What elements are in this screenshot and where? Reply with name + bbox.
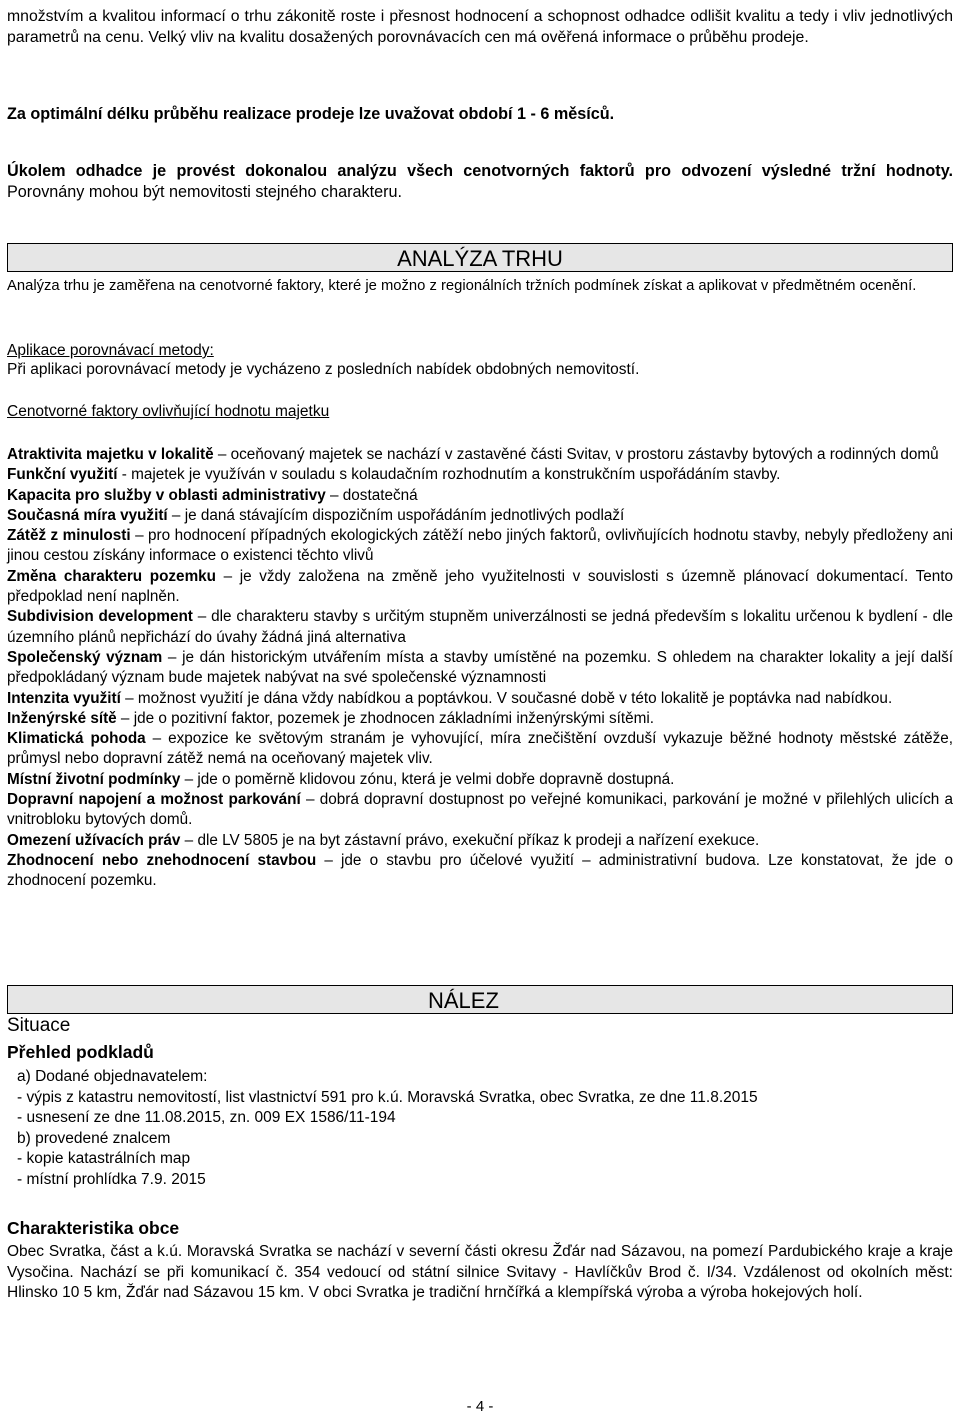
- factor-label: Místní životní podmínky: [7, 770, 181, 788]
- factor-label: Zátěž z minulosti: [7, 527, 131, 545]
- page-number: - 4 -: [466, 1398, 494, 1415]
- method-text: Při aplikaci porovnávací metody je vycházeno z posledních nabídek obdobných nemovitostí.: [7, 361, 640, 378]
- factor-text: - majetek je využíván v souladu s kolaudačním rozhodnutím a konstrukčním uspořádáním stavby.: [117, 466, 781, 484]
- factor-label: Změna charakteru pozemku: [7, 567, 217, 585]
- task-rest-text: Porovnány mohou být nemovitosti stejného charakteru.: [7, 183, 403, 201]
- method-title-text: Aplikace porovnávací metody:: [7, 342, 214, 359]
- source-item: - usnesení ze dne 11.08.2015, zn. 009 EX 1586/11-194: [17, 1109, 396, 1126]
- comparative-method-heading: [7, 341, 953, 362]
- task-bold-text: Úkolem odhadce je provést dokonalou analýzu všech cenotvorných faktorů pro odvození výsledné tržní hodnoty.: [7, 162, 953, 180]
- municipality-text: Obec Svratka, část a k.ú. Moravská Svratka se nachází v severní části okresu Žďár nad Sázavou, na pomezí Pardubického kraje a kraje Vysočina. Nachází se při komunikací č. 354 vedoucí od státní silnice Svitavy - Havlíčkův Brod č. I/34. Vzdálenost od okolních měst: Hlinsko 10 5 km, Žďár nad Sázavou 15 km. V obci Svratka je tradiční hrnčířká a klempířská výroba a výroba hokejových holí.: [7, 1243, 953, 1301]
- factor-label: Společenský význam: [7, 648, 163, 666]
- factor-label: Zhodnocení nebo znehodnocení stavbou: [7, 851, 317, 869]
- source-item: a) Dodané objednavatelem:: [17, 1068, 208, 1085]
- factor-text: – je daná stávajícím dispozičním uspořádáním jednotlivých podlaží: [167, 506, 625, 524]
- factor-label: Intenzita využití: [7, 689, 121, 707]
- factor-item: [7, 729, 953, 770]
- source-item: - výpis z katastru nemovitostí, list vlastnictví 591 pro k.ú. Moravská Svratka, obec Svratka, ze dne 11.8.2015: [17, 1088, 758, 1106]
- factor-item: [7, 506, 953, 526]
- factor-item: [7, 526, 953, 567]
- factor-text: – pro hodnocení případných ekologických zátěží nebo jiných faktorů, ovlivňujících hodnotu stavby, nebyly předloženy ani jinou cestou získány informace o existenci těchto vlivů: [7, 527, 953, 565]
- factor-label: Klimatická pohoda: [7, 730, 146, 748]
- factor-text: – oceňovaný majetek se nachází v zastavěné části Svitav, v prostoru zástavby bytových a rodinných domů: [213, 446, 939, 463]
- factor-label: Subdivision development: [7, 608, 193, 626]
- intro-text: množstvím a kvalitou informací o trhu zákonitě roste i přesnost hodnocení a schopnost odhadce odlišit kvalitu a tedy i vliv jednotlivých parametrů na cenu. Velký vliv na kvalitu dosažených porovnávacích cen má ověřená informace o průběhu prodeje.: [7, 8, 953, 46]
- factor-label: Inženýrské sítě: [7, 709, 117, 727]
- factor-item: [7, 770, 953, 790]
- highlight-text: Za optimální délku průběhu realizace prodeje lze uvažovat období 1 - 6 měsíců.: [7, 105, 615, 123]
- factor-text: – jde o stavbu pro účelové využití – administrativní budova. Lze konstatovat, že jde o zhodnocení pozemku.: [7, 851, 953, 890]
- factor-item: [7, 486, 953, 506]
- factor-item: [7, 465, 953, 485]
- factor-item: [7, 831, 953, 851]
- factor-text: – dostatečná: [325, 486, 418, 504]
- factor-item: [7, 567, 953, 608]
- municipality-title-text: Charakteristika obce: [7, 1218, 180, 1238]
- section-banner-analyza: [7, 243, 953, 272]
- factor-text: – dle charakteru stavby s určitým stupněm univerzálnosti se jedná především s lokalitu určenou k bydlení - dle územního plánů nepřichází do úvahy žádná jiná alternativa: [7, 608, 953, 646]
- factor-text: – je dán historickým utvářením místa a stavby umístěné na pozemku. S ohledem na charakter lokality a její další předpokládaný význam bude majetek nabývat na své společenské významnosti: [7, 648, 953, 687]
- municipality-description: [7, 1242, 953, 1304]
- factor-label: Funkční využití: [7, 466, 118, 484]
- sources-title-text: Přehled podkladů: [7, 1042, 154, 1062]
- section-title-nalez: NÁLEZ: [428, 988, 499, 1013]
- market-analysis-text: Analýza trhu je zaměřena na cenotvorné faktory, které je možno z regionálních tržních podmínek získat a aplikovat v předmětném ocenění.: [7, 278, 917, 294]
- factor-label: Kapacita pro služby v oblasti administrativy: [7, 486, 326, 504]
- factor-text: – jde o poměrně klidovou zónu, která je velmi dobře dopravně dostupná.: [180, 770, 675, 788]
- factor-item: [7, 851, 953, 892]
- factor-text: – dobrá dopravní dostupnost po veřejné komunikaci, parkování je možné v přilehlých ulicích a vnitrobloku bytových domů.: [7, 791, 953, 829]
- factor-item: [7, 790, 953, 831]
- factor-text: – možnost využití je dána vždy nabídkou a poptávkou. V současné době v této lokalitě je poptávka nad nabídkou.: [120, 689, 893, 707]
- market-analysis-description: [7, 276, 953, 296]
- situace-heading: [7, 1015, 953, 1037]
- situace-text: Situace: [7, 1015, 71, 1036]
- intro-paragraph: [7, 6, 953, 48]
- factor-text: – dle LV 5805 je na byt zástavní právo, exekuční příkaz k prodeji a nařízení exekuce.: [180, 831, 760, 849]
- comparative-method-paragraph: [7, 360, 953, 381]
- source-item: - kopie katastrálních map: [17, 1150, 191, 1167]
- municipality-heading: [7, 1218, 953, 1239]
- factor-label: Dopravní napojení a možnost parkování: [7, 791, 301, 809]
- sources-heading: [7, 1042, 953, 1063]
- factor-label: Současná míra využití: [7, 506, 168, 524]
- appraiser-task-paragraph: [7, 161, 953, 203]
- price-factors-heading: [7, 402, 953, 423]
- factor-item: [7, 607, 953, 648]
- factor-item: [7, 648, 953, 689]
- factor-text: – jde o pozitivní faktor, pozemek je zhodnocen základními inženýrskými sítěmi.: [116, 709, 655, 727]
- factor-label: Omezení užívacích práv: [7, 831, 181, 849]
- section-banner-nalez: [7, 985, 953, 1014]
- section-title-analyza: ANALÝZA TRHU: [397, 246, 563, 271]
- factors-title-text: Cenotvorné faktory ovlivňující hodnotu majetku: [7, 403, 330, 420]
- factor-label: Atraktivita majetku v lokalitě: [7, 446, 214, 463]
- factor-text: – expozice ke světovým stranám je vyhovující, míra znečištění ovzduší vykazuje běžné hodnoty městské zátěže, průmysl nebo dopravní zátěž nemá na oceňovaný majetek vliv.: [7, 730, 954, 768]
- sources-list: [17, 1067, 947, 1190]
- price-factors-list: [7, 445, 953, 892]
- source-item: b) provedené znalcem: [17, 1129, 171, 1147]
- factor-item: [7, 689, 953, 709]
- factor-item: [7, 445, 953, 465]
- factor-item: [7, 709, 953, 729]
- realization-period-highlight: [7, 104, 953, 125]
- factor-text: – je vždy založena na změně jeho využitelnosti v souvislosti s územně plánovací dokumentací. Tento předpoklad není naplněn.: [7, 567, 953, 606]
- source-item: - místní prohlídka 7.9. 2015: [17, 1170, 206, 1188]
